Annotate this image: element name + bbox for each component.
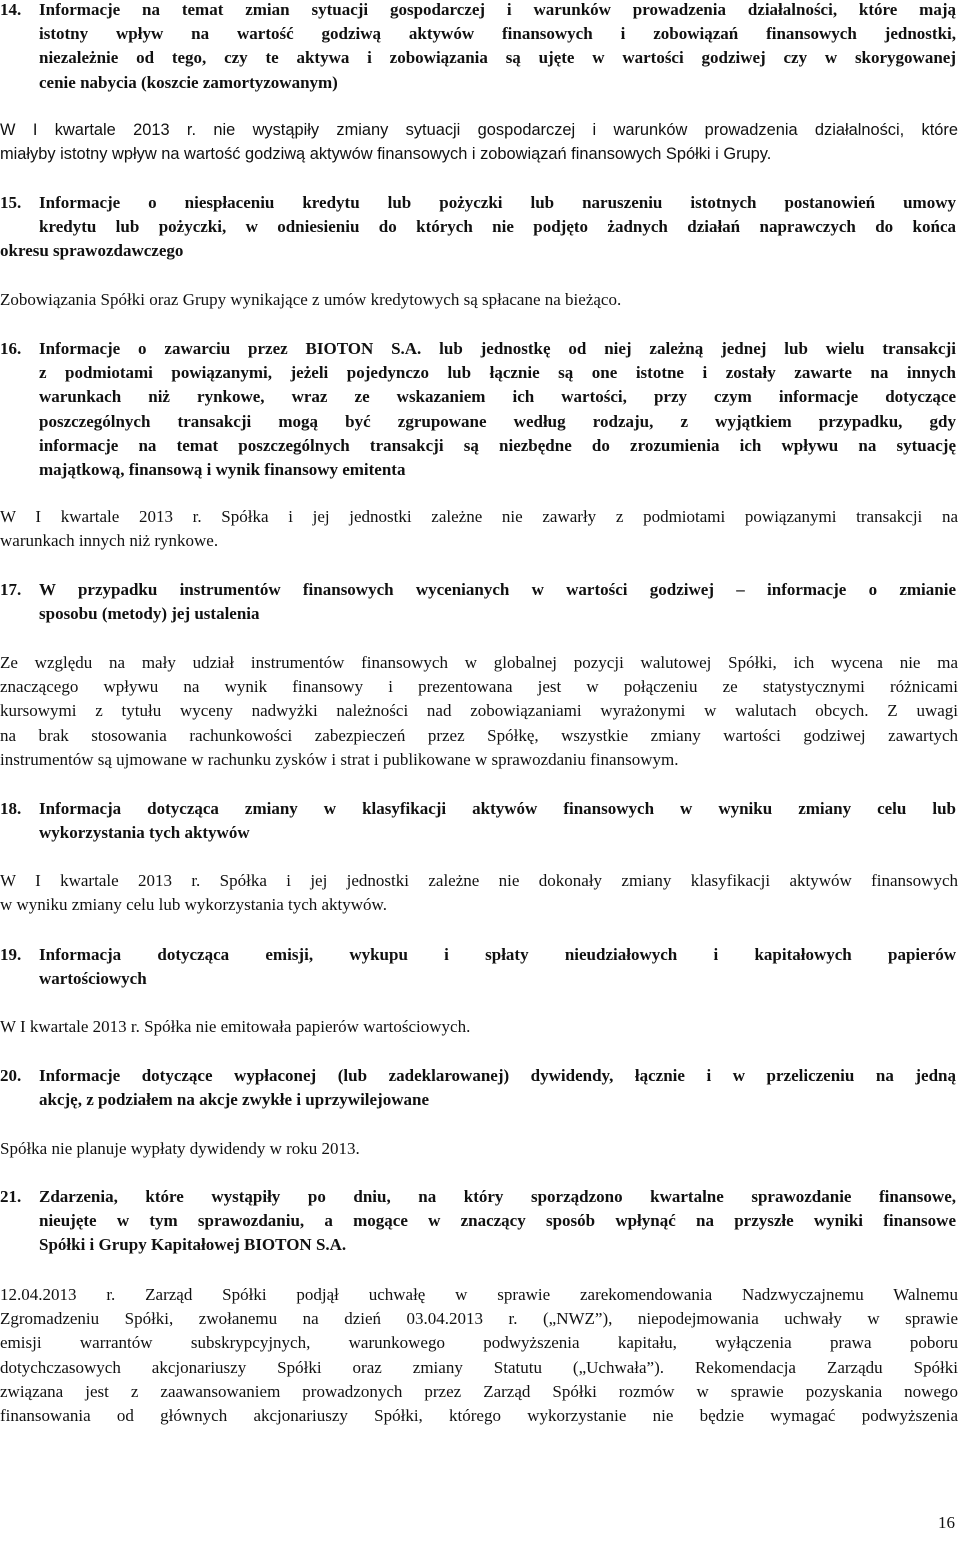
heading-line: nieujęte w tym sprawozdaniu, a mogące w znaczący sposób wpłynąć na przyszłe wyniki finansowe [39, 1211, 956, 1231]
heading-line: Informacja dotycząca zmiany w klasyfikacji aktywów finansowych w wyniku zmiany celu lub [39, 799, 956, 818]
body-line: Zobowiązania Spółki oraz Grupy wynikające z umów kredytowych są spłacane na bieżąco. [0, 290, 622, 309]
section-number: 15. [0, 193, 22, 212]
section-14-body [0, 118, 958, 166]
body-line: warunkach innych niż rynkowe. [0, 531, 219, 551]
heading-line: warunkach niż rynkowe, wraz ze wskazaniem ich wartości, przy czym informacje dotyczące [39, 387, 956, 407]
body-line: instrumentów są ujmowane w rachunku zysków i strat i publikowane w sprawozdaniu finansowym. [0, 749, 679, 769]
heading-line: Informacje o niespłaceniu kredytu lub pożyczki lub naruszeniu istotnych postanowień umowy [39, 193, 956, 212]
heading-line: niezależnie od tego, czy te aktywa i zobowiązania są ujęte w wartości godziwej czy w skorygowanej [39, 48, 956, 68]
heading-line: istotny wpływ na wartość godziwą aktywów finansowych i zobowiązań finansowych jednostki, [39, 24, 956, 44]
heading-line: wykorzystania tych aktywów [39, 823, 250, 843]
body-line: W I kwartale 2013 r. Spółka i jej jednostki zależne nie zawarły z podmiotami powiązanymi transakcji na [0, 507, 958, 526]
body-line: finansowania od głównych akcjonariuszy Spółki, którego wykorzystanie nie będzie wymagać podwyższenia [0, 1405, 958, 1425]
heading-line: kredytu lub pożyczki, w odniesieniu do których nie podjęto żadnych działań naprawczych do końca [39, 217, 956, 237]
heading-line: Informacje o zawarciu przez BIOTON S.A. lub jednostkę od niej zależną jednej lub wielu transakcji [39, 339, 956, 358]
body-line: Zgromadzeniu Spółki, zwołanemu na dzień 03.04.2013 r. („NWZ”), niepodejmowania uchwały w sprawie [0, 1309, 958, 1329]
section-15-heading-cont [0, 239, 958, 263]
heading-line: z podmiotami powiązanymi, jeżeli pojedynczo lub łącznie są one istotne i zostały zawarte na innych [39, 363, 956, 383]
heading-line: majątkową, finansową i wynik finansowy emitenta [39, 459, 406, 479]
section-19-body [0, 1015, 958, 1039]
heading-line: Zdarzenia, które wystąpiły po dniu, na który sporządzono kwartalne sprawozdanie finansowe, [39, 1187, 956, 1206]
body-line: na brak stosowania rachunkowości zabezpieczeń przez Spółkę, wszystkie zmiany wartości godziwej zawartych [0, 725, 958, 745]
body-line: miałyby istotny wpływ na wartość godziwą aktywów finansowych i zobowiązań finansowych Spółki i Grupy. [0, 145, 772, 164]
heading-line: Spółki i Grupy Kapitałowej BIOTON S.A. [39, 1235, 347, 1255]
body-line: W I kwartale 2013 r. Spółka i jej jednostki zależne nie dokonały zmiany klasyfikacji aktywów finansowych [0, 871, 958, 890]
heading-line: okresu sprawozdawczego [0, 241, 184, 260]
body-line: w wyniku zmiany celu lub wykorzystania tych aktywów. [0, 895, 387, 915]
heading-line: Informacje dotyczące wypłaconej (lub zadeklarowanej) dywidendy, łącznie i w przeliczeniu na jedną [39, 1066, 956, 1085]
section-number: 17. [0, 580, 22, 599]
heading-line: sposobu (metody) jej ustalenia [39, 604, 260, 624]
body-line: W I kwartale 2013 r. nie wystąpiły zmiany sytuacji gospodarczej i warunków prowadzenia działalności, które [0, 121, 958, 139]
section-number: 14. [0, 0, 22, 19]
body-line: Ze względu na mały udział instrumentów finansowych w globalnej pozycji walutowej Spółki, ich wycena nie ma [0, 653, 958, 672]
body-line: 12.04.2013 r. Zarząd Spółki podjął uchwałę w sprawie zarekomendowania Nadzwyczajnemu Walnemu [0, 1285, 958, 1304]
heading-line: wartościowych [39, 969, 147, 989]
section-17-body [0, 651, 958, 772]
section-15-body [0, 288, 958, 312]
heading-line: cenie nabycia (koszcie zamortyzowanym) [39, 72, 338, 92]
section-number: 16. [0, 339, 22, 358]
section-number: 21. [0, 1187, 22, 1206]
section-21-body [0, 1283, 958, 1428]
section-number: 20. [0, 1066, 22, 1085]
heading-line: W przypadku instrumentów finansowych wycenianych w wartości godziwej – informacje o zmianie [39, 580, 956, 599]
body-line: Spółka nie planuje wypłaty dywidendy w roku 2013. [0, 1139, 360, 1158]
section-20-body [0, 1137, 958, 1161]
heading-line: poszczególnych transakcji mogą być zgrupowane według rodzaju, z wyjątkiem przypadku, gdy [39, 411, 956, 431]
section-number: 18. [0, 799, 22, 818]
body-line: emisji warrantów subskrypcyjnych, warunkowego podwyższenia kapitału, wyłączenia prawa poboru [0, 1333, 958, 1353]
heading-line: informacje na temat poszczególnych transakcji są niezbędne do zrozumienia ich wpływu na sytuację [39, 435, 956, 455]
page-number: 16 [938, 1513, 955, 1532]
body-line: kursowymi z tytułu wyceny nadwyżki należności nad zobowiązaniami wyrażonymi w walutach obcych. Z uwagi [0, 701, 958, 721]
section-16-body [0, 505, 958, 553]
body-line: dotychczasowych akcjonariuszy Spółki oraz zmiany Statutu („Uchwała”). Rekomendacja Zarządu Spółki [0, 1357, 958, 1377]
section-18-body [0, 869, 958, 917]
body-line: związana jest z zaawansowaniem prowadzonych przez Zarząd Spółki rozmów w sprawie pozyskania nowego [0, 1381, 958, 1401]
body-line: W I kwartale 2013 r. Spółka nie emitowała papierów wartościowych. [0, 1017, 471, 1036]
heading-line: Informacja dotycząca emisji, wykupu i spłaty nieudziałowych i kapitałowych papierów [39, 945, 956, 964]
body-line: znaczącego wpływu na wynik finansowy i prezentowana jest w połączeniu ze statystycznymi różnicami [0, 677, 958, 697]
heading-line: Informacje na temat zmian sytuacji gospodarczej i warunków prowadzenia działalności, które mają [39, 0, 956, 19]
heading-line: akcję, z podziałem na akcje zwykłe i uprzywilejowane [39, 1090, 429, 1110]
section-number: 19. [0, 945, 22, 964]
